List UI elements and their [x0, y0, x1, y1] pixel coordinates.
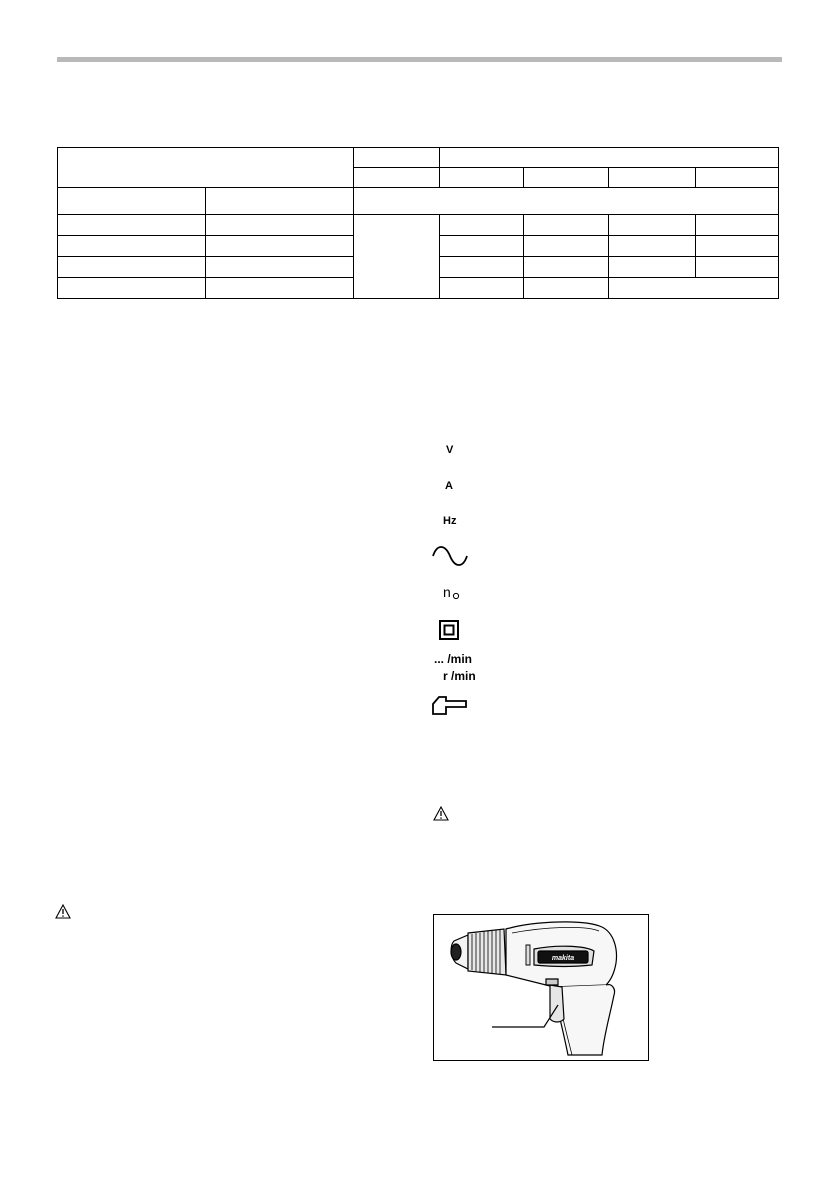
- per-minute-symbol: ... /min: [434, 652, 473, 666]
- table-cell: [58, 188, 206, 215]
- hammer-action-icon: [432, 695, 468, 715]
- table-cell: [696, 236, 779, 257]
- specifications-table: [57, 147, 779, 299]
- table-cell: [440, 257, 524, 278]
- ampere-symbol: A: [445, 480, 453, 492]
- screwdriver-drill-illustration: [434, 915, 648, 1060]
- table-cell: [58, 236, 206, 257]
- table-cell: [206, 278, 354, 299]
- table-cell: [524, 278, 609, 299]
- table-cell: [58, 278, 206, 299]
- table-cell: [206, 236, 354, 257]
- table-cell: [609, 257, 696, 278]
- table-cell: [206, 257, 354, 278]
- table-cell: [354, 168, 440, 188]
- table-cell: [609, 168, 696, 188]
- table-cell: [524, 257, 609, 278]
- revs-per-minute-symbol: r /min: [443, 669, 476, 683]
- table-row: [58, 188, 779, 215]
- table-cell: [206, 215, 354, 236]
- svg-text:makita: makita: [551, 955, 575, 962]
- table-cell: [440, 278, 524, 299]
- table-cell: [696, 257, 779, 278]
- header-rule: [57, 57, 782, 62]
- table-cell: [524, 236, 609, 257]
- table-cell: [440, 148, 779, 168]
- table-cell: [524, 168, 609, 188]
- table-cell: [58, 215, 206, 236]
- table-cell: [524, 215, 609, 236]
- table-cell: [354, 148, 440, 168]
- table-cell: [609, 236, 696, 257]
- table-cell: [609, 215, 696, 236]
- hertz-symbol: Hz: [443, 515, 457, 527]
- class-ii-double-insulation-icon: [439, 620, 459, 640]
- table-cell: [58, 257, 206, 278]
- alternating-current-icon: [431, 545, 469, 567]
- table-cell: [609, 278, 779, 299]
- table-row: [58, 148, 779, 168]
- table-cell: [440, 168, 524, 188]
- no-load-degree-icon: [452, 592, 460, 600]
- warning-icon: [55, 904, 71, 919]
- warning-icon: [433, 806, 449, 821]
- volt-symbol: V: [446, 444, 454, 456]
- drill-illustration-frame: [433, 914, 649, 1061]
- table-cell: [354, 215, 440, 299]
- table-cell: [354, 188, 779, 215]
- table-cell: [440, 236, 524, 257]
- table-cell: [58, 148, 354, 188]
- no-load-speed-symbol: n: [443, 584, 451, 600]
- table-cell: [206, 188, 354, 215]
- table-cell: [696, 168, 779, 188]
- table-row: [58, 215, 779, 236]
- table-cell: [696, 215, 779, 236]
- table-cell: [440, 215, 524, 236]
